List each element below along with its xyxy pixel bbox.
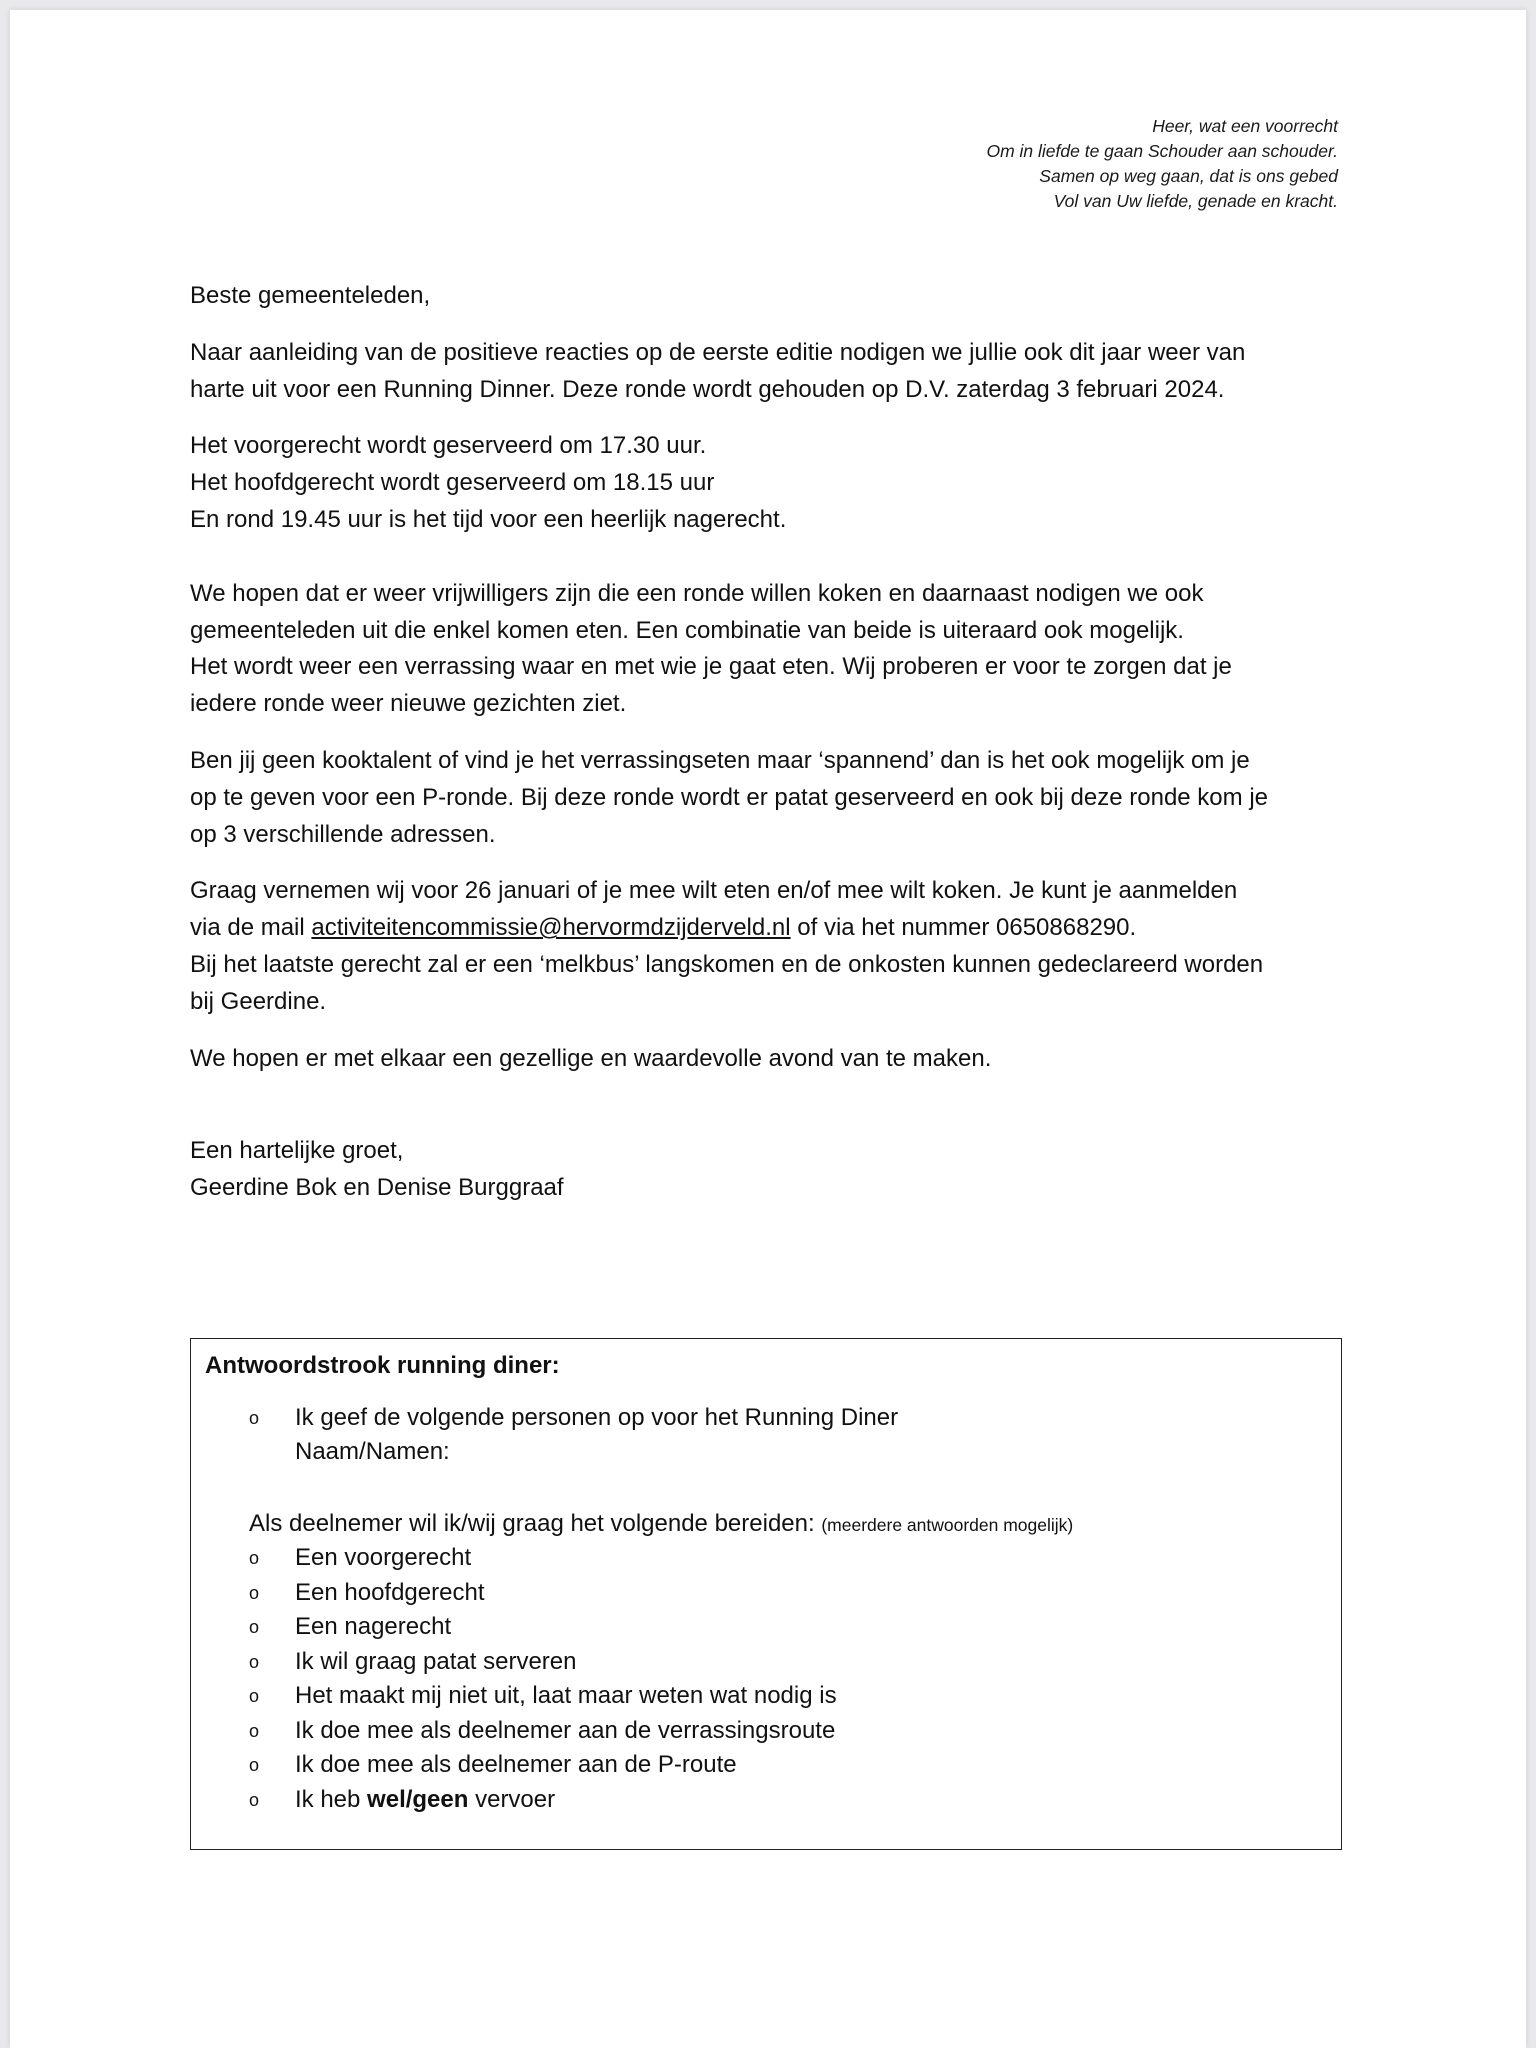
schedule-line: Het voorgerecht wordt geserveerd om 17.30 uur. xyxy=(190,432,707,460)
answer-slip-title: Antwoordstrook running diner: xyxy=(205,1352,560,1379)
p-round-line: op 3 verschillende adressen. xyxy=(190,820,496,848)
schedule-line: En rond 19.45 uur is het tijd voor een heerlijk nagerecht. xyxy=(190,505,787,533)
option-bullet-icon: o xyxy=(249,1720,260,1741)
poem-verse xyxy=(986,114,1338,214)
choice-label: Een hoofdgerecht xyxy=(295,1578,485,1606)
poem-line: Heer, wat een voorrecht xyxy=(1152,116,1338,136)
choice-option[interactable] xyxy=(249,1610,837,1645)
volunteers-line: iedere ronde weer nieuwe gezichten ziet. xyxy=(190,690,627,718)
signup-suffix: of via het nummer 0650868290. xyxy=(790,914,1137,942)
volunteers-line: Het wordt weer een verrassing waar en met wie je gaat eten. Wij proberen er voor te zorgen dat je xyxy=(190,653,1232,681)
names-label: Naam/Namen: xyxy=(295,1438,450,1465)
option-bullet-icon: o xyxy=(249,1617,260,1637)
p-round-line: Ben jij geen kooktalent of vind je het verrassingseten maar ‘spannend’ dan is het ook mogelijk om je xyxy=(190,746,1250,774)
choice-list xyxy=(249,1541,837,1817)
register-option[interactable] xyxy=(249,1401,898,1436)
salutation: Beste gemeenteleden, xyxy=(190,282,431,309)
register-option-label: Ik geef de volgende personen op voor het Running Diner xyxy=(295,1404,899,1431)
choice-option[interactable] xyxy=(249,1645,837,1680)
choice-option[interactable] xyxy=(249,1714,837,1749)
choice-label: Ik doe mee als deelnemer aan de P-route xyxy=(295,1751,737,1778)
option-bullet-icon: o xyxy=(249,1789,260,1810)
option-bullet-icon: o xyxy=(249,1548,260,1568)
transport-suffix: vervoer xyxy=(468,1785,556,1813)
signup-line: Bij het laatste gerecht zal er een ‘melkbus’ langskomen en de onkosten kunnen gedeclareerd worden xyxy=(190,950,1264,978)
signup-line: bij Geerdine. xyxy=(190,987,327,1015)
prepare-note: (meerdere antwoorden mogelijk) xyxy=(821,1515,1074,1535)
option-bullet-icon: o xyxy=(249,1582,260,1603)
choice-label: Het maakt mij niet uit, laat maar weten wat nodig is xyxy=(295,1682,837,1709)
choice-label: Een nagerecht xyxy=(295,1613,452,1640)
email-link[interactable]: activiteitencommissie@hervormdzijderveld.nl xyxy=(311,914,791,942)
signatories: Geerdine Bok en Denise Burggraaf xyxy=(190,1174,564,1202)
answer-slip xyxy=(190,1338,1342,1850)
transport-option[interactable] xyxy=(249,1783,837,1818)
option-bullet-icon: o xyxy=(249,1755,260,1775)
signup-line xyxy=(190,910,1350,947)
choice-option[interactable] xyxy=(249,1576,837,1611)
choice-label: Ik wil graag patat serveren xyxy=(295,1647,577,1675)
volunteers-line: gemeenteleden uit die enkel komen eten. Een combinatie van beide is uiteraard ook mogelijk. xyxy=(190,616,1184,644)
choice-label: Ik doe mee als deelnemer aan de verrassingsroute xyxy=(295,1716,836,1744)
transport-choice: wel/geen xyxy=(367,1785,469,1813)
option-bullet-icon: o xyxy=(249,1408,260,1428)
poem-line: Samen op weg gaan, dat is ons gebed xyxy=(1039,166,1338,186)
greeting: Een hartelijke groet, xyxy=(190,1137,404,1165)
prepare-label: Als deelnemer wil ik/wij graag het volgende bereiden: xyxy=(249,1510,815,1537)
document-page xyxy=(10,10,1526,2048)
p-round-line: op te geven voor een P-ronde. Bij deze ronde wordt er patat geserveerd en ook bij deze ronde kom je xyxy=(190,783,1268,811)
poem-line: Vol van Uw liefde, genade en kracht. xyxy=(1053,191,1338,211)
choice-option[interactable] xyxy=(249,1679,837,1714)
poem-line: Om in liefde te gaan Schouder aan schouder. xyxy=(986,141,1338,161)
option-bullet-icon: o xyxy=(249,1686,260,1706)
choice-option[interactable] xyxy=(249,1748,837,1783)
signup-prefix: via de mail xyxy=(190,914,312,942)
option-bullet-icon: o xyxy=(249,1651,260,1672)
choice-option[interactable] xyxy=(249,1541,837,1576)
intro-line: Naar aanleiding van de positieve reacties op de eerste editie nodigen we jullie ook dit jaar weer van xyxy=(190,338,1246,366)
schedule-line: Het hoofdgerecht wordt geserveerd om 18.15 uur xyxy=(190,469,715,497)
volunteers-line: We hopen dat er weer vrijwilligers zijn die een ronde willen koken en daarnaast nodigen we ook xyxy=(190,579,1204,607)
closing-line: We hopen er met elkaar een gezellige en waardevolle avond van te maken. xyxy=(190,1044,992,1072)
signup-line: Graag vernemen wij voor 26 januari of je mee wilt eten en/of mee wilt koken. Je kunt je aanmelden xyxy=(190,877,1238,905)
intro-line: harte uit voor een Running Dinner. Deze ronde wordt gehouden op D.V. zaterdag 3 februari 2024. xyxy=(190,375,1225,403)
prepare-label-line xyxy=(249,1507,1073,1543)
transport-prefix: Ik heb xyxy=(295,1785,368,1813)
choice-label: Een voorgerecht xyxy=(295,1544,472,1571)
letter-body xyxy=(190,278,1350,1207)
